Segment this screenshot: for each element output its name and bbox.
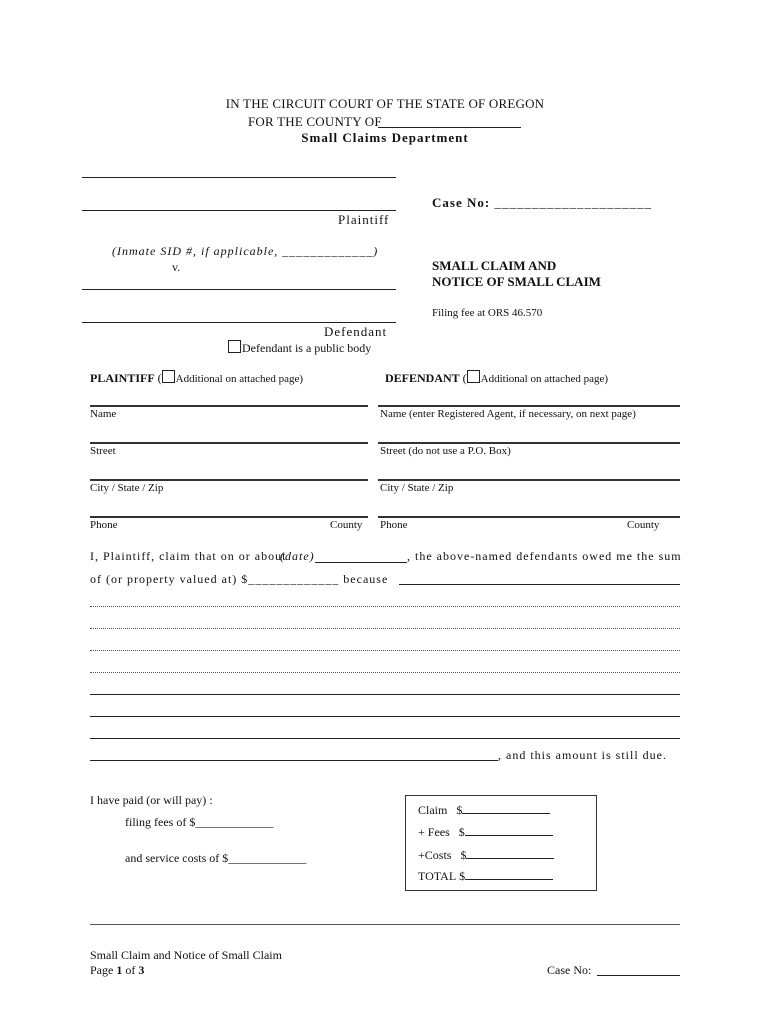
county-label: FOR THE COUNTY OF [248, 114, 382, 129]
claim-because-field[interactable] [399, 584, 680, 585]
defendant-heading-label: DEFENDANT [385, 371, 460, 385]
defendant-name-field[interactable] [378, 405, 680, 407]
footer-page-number [90, 963, 144, 978]
case-no-field[interactable]: _____________________ [494, 195, 652, 210]
plaintiff-county-label: County [330, 519, 363, 531]
plaintiff-phone-field[interactable] [90, 516, 368, 518]
totals-claim-label: Claim [418, 803, 448, 817]
totals-costs-row [418, 847, 554, 863]
defendant-additional-checkbox[interactable] [467, 370, 480, 383]
footer-case-no-field[interactable] [597, 975, 680, 976]
totals-costs-field[interactable] [466, 847, 554, 859]
public-body-option[interactable] [228, 340, 371, 356]
claim-reason-line-1[interactable] [90, 606, 680, 607]
filing-fees-line [125, 815, 273, 830]
claim-date-field[interactable] [315, 562, 407, 563]
claim-reason-line-8[interactable] [90, 760, 498, 761]
totals-fees-field[interactable] [465, 824, 553, 836]
payment-heading: I have paid (or will pay) : [90, 793, 213, 807]
footer-form-name: Small Claim and Notice of Small Claim [90, 948, 282, 962]
case-no [432, 195, 652, 211]
plaintiff-street-field[interactable] [90, 442, 368, 444]
filing-fee-note: Filing fee at ORS 46.570 [432, 307, 543, 319]
court-title: IN THE CIRCUIT COURT OF THE STATE OF OREGON [225, 96, 545, 111]
totals-total-field[interactable] [465, 868, 553, 880]
defendant-street-label: Street (do not use a P.O. Box) [380, 445, 511, 457]
totals-total-dollar: $ [459, 869, 466, 883]
defendant-additional-label: Additional on attached page) [480, 373, 609, 385]
plaintiff-name-line-2[interactable] [82, 210, 396, 211]
defendant-city-label: City / State / Zip [380, 482, 454, 494]
plaintiff-city-field[interactable] [90, 479, 368, 481]
form-title-1: SMALL CLAIM AND [432, 258, 557, 273]
totals-costs-label: +Costs [418, 848, 452, 862]
defendant-name-line-1[interactable] [82, 289, 396, 290]
service-costs-field[interactable]: _____________ [228, 851, 307, 865]
defendant-county-label: County [627, 519, 660, 531]
defendant-label: Defendant [324, 324, 388, 339]
defendant-name-line-2[interactable] [82, 322, 396, 323]
totals-fees-dollar: $ [458, 825, 465, 839]
county-field[interactable] [378, 127, 521, 128]
claim-owed-text: , the above-named defendants owed me the sum [407, 549, 682, 563]
footer-page-of: of [125, 963, 136, 977]
totals-total-label: TOTAL [418, 869, 457, 883]
totals-costs-dollar: $ [460, 848, 467, 862]
defendant-phone-label: Phone [380, 519, 408, 531]
case-no-label: Case No: [432, 195, 491, 210]
public-body-checkbox[interactable] [228, 340, 241, 353]
filing-fees-field[interactable]: _____________ [195, 815, 274, 829]
claim-sum-field[interactable]: _____________ [248, 572, 340, 586]
totals-claim-row [418, 802, 550, 818]
defendant-name-label: Name (enter Registered Agent, if necessary, on next page) [380, 408, 636, 420]
claim-reason-line-7[interactable] [90, 738, 680, 739]
claim-intro-text: I, Plaintiff, claim that on or about [90, 549, 287, 563]
plaintiff-name-label: Name [90, 408, 117, 420]
form-title-2: NOTICE OF SMALL CLAIM [432, 274, 601, 289]
defendant-street-field[interactable] [378, 442, 680, 444]
plaintiff-city-label: City / State / Zip [90, 482, 164, 494]
footer-page-prefix: Page [90, 963, 114, 977]
footer-page-total: 3 [138, 963, 145, 977]
footer-page-current: 1 [116, 963, 123, 977]
totals-total-row [418, 868, 553, 884]
totals-fees-label: + Fees [418, 825, 450, 839]
plaintiff-additional-checkbox[interactable] [162, 370, 175, 383]
claim-reason-line-3[interactable] [90, 650, 680, 651]
service-costs-label: and service costs of $ [125, 851, 229, 865]
plaintiff-additional-label: Additional on attached page) [175, 373, 304, 385]
claim-date-label: (date) [280, 549, 315, 563]
claim-because-label: because [343, 572, 389, 586]
totals-box [405, 795, 597, 891]
footer-case-no [547, 963, 591, 978]
plaintiff-label: Plaintiff [338, 212, 390, 227]
claim-reason-line-5[interactable] [90, 694, 680, 695]
filing-fees-label: filing fees of $ [125, 815, 196, 829]
footer-case-no-label: Case No: [547, 963, 592, 977]
footer-divider [90, 924, 680, 925]
versus-label: v. [172, 260, 181, 274]
plaintiff-street-label: Street [90, 445, 116, 457]
totals-fees-row [418, 824, 553, 840]
totals-claim-dollar: $ [456, 803, 463, 817]
claim-reason-line-2[interactable] [90, 628, 680, 629]
plaintiff-heading-label: PLAINTIFF [90, 371, 155, 385]
defendant-phone-field[interactable] [378, 516, 680, 518]
public-body-label: Defendant is a public body [242, 341, 372, 355]
inmate-sid: (Inmate SID #, if applicable, _____________) [112, 244, 379, 258]
service-costs-line [125, 851, 306, 866]
plaintiff-name-line-1[interactable] [82, 177, 396, 178]
claim-sum-prefix: of (or property valued at) $ [90, 572, 249, 586]
claim-still-due: , and this amount is still due. [498, 748, 667, 762]
plaintiff-name-field[interactable] [90, 405, 368, 407]
claim-sum-line [90, 572, 388, 587]
claim-reason-line-6[interactable] [90, 716, 680, 717]
claim-reason-line-4[interactable] [90, 672, 680, 673]
totals-claim-field[interactable] [462, 802, 550, 814]
plaintiff-phone-label: Phone [90, 519, 118, 531]
county-line [248, 114, 382, 130]
defendant-heading: DEFENDANT ( Additional on attached page) [385, 371, 609, 385]
department-title: Small Claims Department [301, 130, 469, 145]
defendant-city-field[interactable] [378, 479, 680, 481]
plaintiff-heading: PLAINTIFF ( Additional on attached page) [90, 371, 304, 385]
